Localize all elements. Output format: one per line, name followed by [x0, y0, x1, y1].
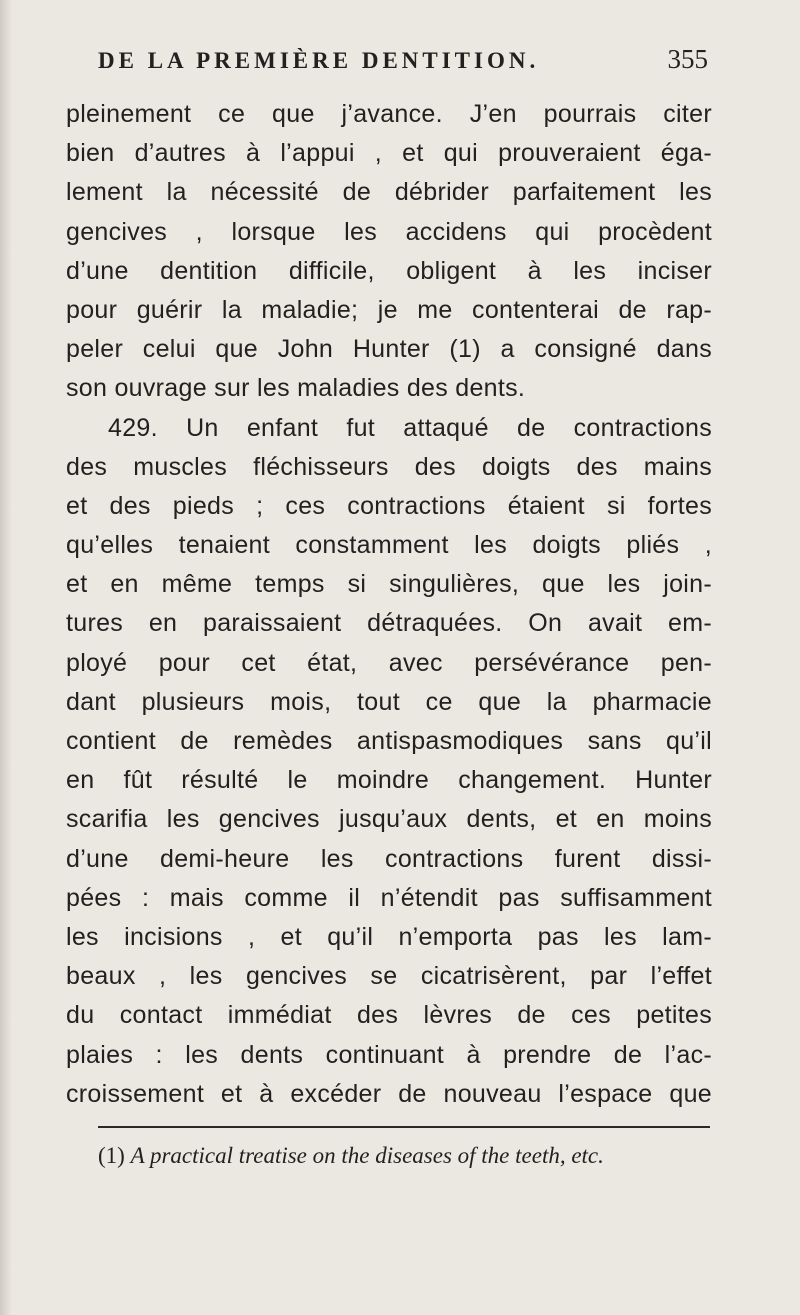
text-line: et en même temps si singulières, que les join-	[66, 570, 712, 599]
text-line: lement la nécessité de débrider parfaitement les	[66, 178, 712, 207]
text-line: les incisions , et qu’il n’emporta pas les lam-	[66, 922, 712, 951]
footnote-rule	[98, 1126, 710, 1128]
page-gutter-shadow	[0, 0, 12, 1315]
text-line: qu’elles tenaient constamment les doigts pliés ,	[66, 531, 712, 560]
running-title: DE LA PREMIÈRE DENTITION.	[98, 48, 540, 73]
text-line: pour guérir la maladie; je me contenterai de rap-	[66, 295, 712, 324]
text-line: dant plusieurs mois, tout ce que la pharmacie	[66, 687, 712, 716]
text-line: en fût résulté le moindre changement. Hunter	[66, 766, 712, 795]
text-line: beaux , les gencives se cicatrisèrent, par l’effet	[66, 962, 712, 991]
footnote	[98, 1141, 718, 1171]
text-line: ployé pour cet état, avec persévérance pen-	[66, 648, 712, 677]
text-line: scarifia les gencives jusqu’aux dents, et en moins	[66, 805, 712, 834]
text-line: plaies : les dents continuant à prendre de l’ac-	[66, 1040, 712, 1069]
paragraph-start-line: 429. Un enfant fut attaqué de contractions	[108, 413, 712, 442]
text-line: d’une demi-heure les contractions furent dissi-	[66, 844, 712, 873]
text-line: pées : mais comme il n’étendit pas suffisamment	[66, 883, 712, 912]
text-line: du contact immédiat des lèvres de ces petites	[66, 1001, 712, 1030]
page-number: 355	[667, 44, 708, 74]
text-line: pleinement ce que j’avance. J’en pourrais citer	[66, 100, 712, 128]
text-line: croissement et à excéder de nouveau l’espace que	[66, 1079, 712, 1108]
text-line: tures en paraissaient détraquées. On avait em-	[66, 609, 712, 638]
text-line: gencives , lorsque les accidens qui procèdent	[66, 217, 712, 246]
footnote-marker: (1)	[98, 1143, 125, 1168]
footnote-text: A practical treatise on the diseases of the teeth, etc.	[130, 1143, 604, 1168]
text-line: d’une dentition difficile, obligent à les inciser	[66, 256, 712, 285]
text-line: bien d’autres à l’appui , et qui prouveraient éga-	[66, 139, 712, 168]
text-line: des muscles fléchisseurs des doigts des mains	[66, 452, 712, 481]
text-line: son ouvrage sur les maladies des dents.	[66, 374, 526, 403]
text-line: peler celui que John Hunter (1) a consigné dans	[66, 335, 712, 364]
text-line: et des pieds ; ces contractions étaient si fortes	[66, 491, 712, 520]
body-text	[66, 95, 712, 1114]
text-line: contient de remèdes antispasmodiques sans qu’il	[66, 727, 712, 755]
running-head	[98, 44, 708, 88]
